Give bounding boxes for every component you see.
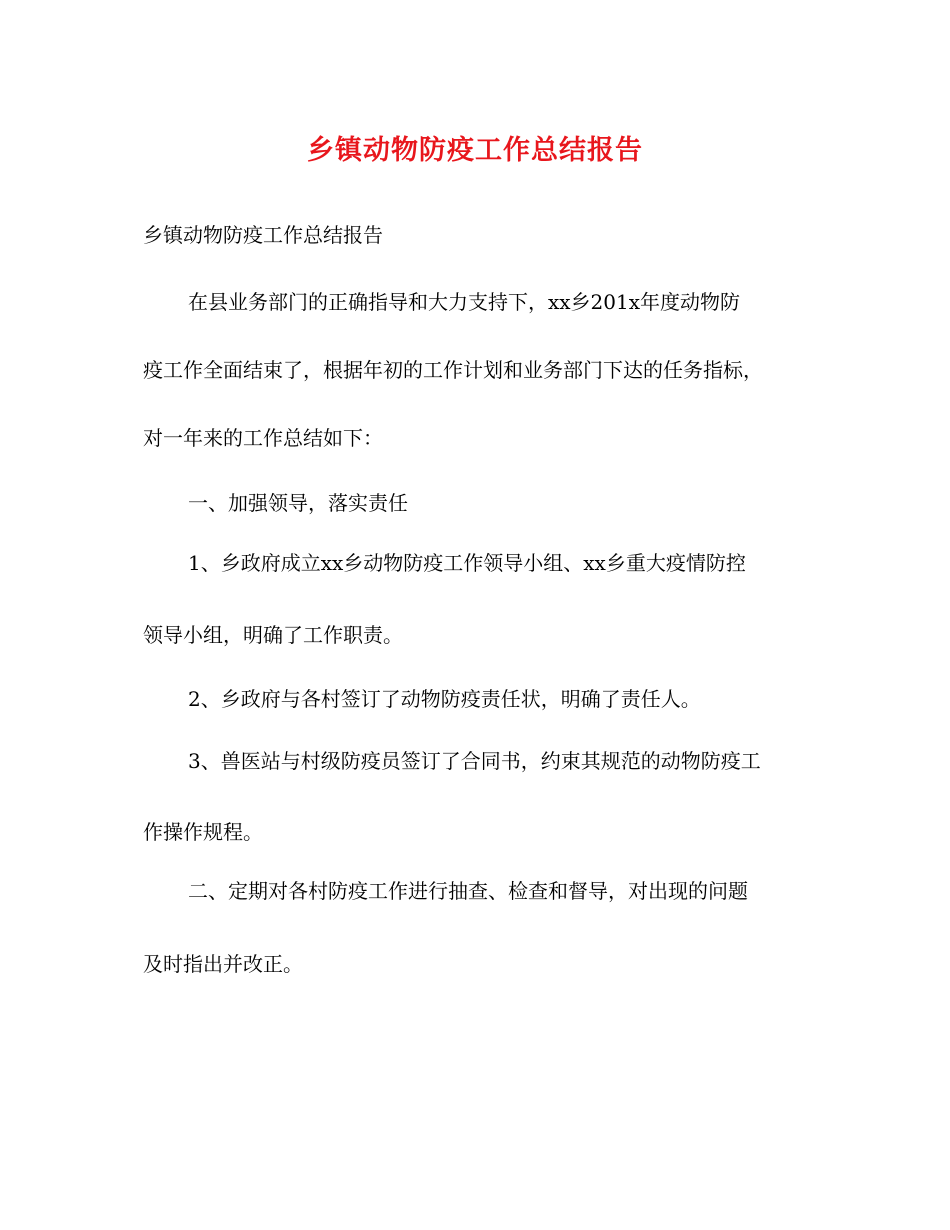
- document-title: 乡镇动物防疫工作总结报告: [307, 135, 643, 166]
- item-1-line-2: 领导小组，明确了工作职责。: [143, 623, 403, 647]
- paragraph-1-line-2: 疫工作全面结束了，根据年初的工作计划和业务部门下达的任务指标，: [143, 358, 763, 382]
- section-heading-2-line-1: 二、定期对各村防疫工作进行抽查、检查和督导，对出现的问题: [188, 879, 748, 903]
- item-1-line-1: 1、乡政府成立xx乡动物防疫工作领导小组、xx乡重大疫情防控: [188, 551, 746, 575]
- paragraph-1-line-3: 对一年来的工作总结如下：: [143, 426, 383, 450]
- item-2-line: 2、乡政府与各村签订了动物防疫责任状，明确了责任人。: [188, 687, 701, 711]
- paragraph-1-line-1: 在县业务部门的正确指导和大力支持下，xx乡201x年度动物防: [188, 290, 741, 314]
- section-heading-1: 一、加强领导，落实责任: [188, 491, 408, 515]
- item-3-line-1: 3、兽医站与村级防疫员签订了合同书，约束其规范的动物防疫工: [188, 749, 761, 773]
- item-3-line-2: 作操作规程。: [143, 820, 263, 844]
- subtitle-line: 乡镇动物防疫工作总结报告: [143, 223, 383, 247]
- section-heading-2-line-2: 及时指出并改正。: [143, 952, 303, 976]
